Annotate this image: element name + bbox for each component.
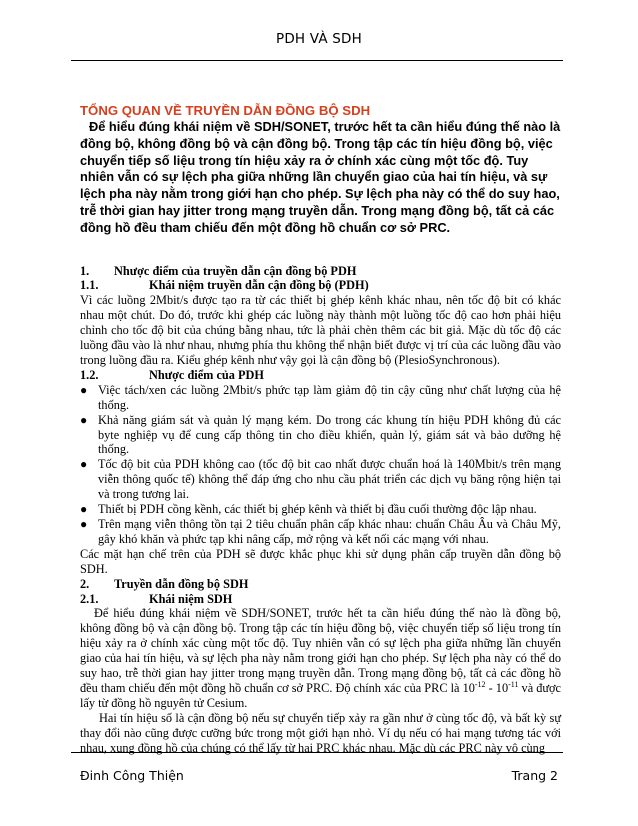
- exponent: -11: [508, 679, 519, 689]
- paragraph-text: - 10: [485, 680, 509, 695]
- bullet-icon: ●: [80, 457, 88, 472]
- bullet-icon: ●: [80, 382, 88, 397]
- paragraph-pdh-concept: Vì các luồng 2Mbit/s được tạo ra từ các thiết bị ghép kênh khác nhau, nên tốc độ bit có khác nhau một chút. Do đó, trước khi ghép các luồng này thành một luồng tốc độ cao hơn phải hiệu chỉnh cho tốc độ bit của chúng bằng nhau, tức là phải chèn thêm các bit giả. Mặc dù tốc độ các luồng đầu vào là như nhau, nhưng phía thu không thể nhận biết được vị trí của các luồng đầu vào trong luồng đầu ra. Kiểu ghép kênh như vậy gọi là cận đồng bộ (PlesioSynchronous).: [80, 293, 561, 368]
- list-item: [80, 413, 561, 458]
- bullet-icon: ●: [80, 502, 88, 517]
- heading-1-1-text: Khái niệm truyền dẫn cận đồng bộ (PDH): [149, 278, 369, 293]
- heading-1-1: [80, 278, 561, 293]
- paragraph-plesiochronous: Hai tín hiệu số là cận đồng bộ nếu sự chuyển tiếp xảy ra gần như ở cùng tốc độ, và bất kỳ sự thay đổi nào cũng được cưỡng bức trong một giới hạn nhỏ. Ví dụ nếu có hai mạng tương tác với nhau, xung đồng hồ của chúng có thể lấy từ hai PRC khác nhau. Mặc dù các PRC này vô cùng: [80, 710, 561, 755]
- spacer: [80, 237, 561, 264]
- paragraph-pdh-conclusion: Các mặt hạn chế trên của PDH sẽ được khắc phục khi sử dụng phân cấp truyền dẫn đồng bộ SDH.: [80, 546, 561, 576]
- footer-author: Đinh Công Thiện: [80, 768, 184, 783]
- heading-1-text: Nhược điểm của truyền dẫn cận đồng bộ PDH: [114, 263, 357, 278]
- list-item: [80, 502, 561, 517]
- section-intro: [80, 119, 561, 237]
- exponent: -12: [474, 679, 486, 689]
- heading-1-2: [80, 368, 561, 383]
- section-intro-text: Để hiểu đúng khái niệm về SDH/SONET, trước hết ta cần hiểu đúng thế nào là đồng bộ, không đồng bộ và cận đồng bộ. Trong tập các tín hiệu đồng bộ, việc chuyển tiếp số liệu trong tín hiệu xảy ra ở chính xác cùng một tốc độ. Tuy nhiên vẫn có sự lệch pha giữa những lần chuyển giao của hai tín hiệu, và sự lệch pha này nằm trong giới hạn cho phép. Sự lệch pha này có thể do suy hao, trễ thời gian hay jitter trong mạng truyền dẫn. Trong mạng đồng bộ, tất cả các đồng hồ đều tham chiếu đến một đồng hồ chuẩn cơ sở PRC.: [80, 119, 561, 235]
- heading-1-2-text: Nhược điểm của PDH: [149, 367, 264, 382]
- paragraph-text: và được lấy từ đồng hồ nguyên tử Cesium.: [80, 680, 562, 710]
- bullet-icon: ●: [80, 516, 88, 531]
- heading-1: [80, 264, 561, 279]
- section-title: TỔNG QUAN VỀ TRUYỀN DẪN ĐỒNG BỘ SDH: [80, 103, 371, 118]
- heading-1-1-number: 1.1.: [80, 278, 99, 293]
- list-item: [80, 383, 561, 413]
- page-header-title: PDH VÀ SDH: [276, 31, 362, 47]
- pdh-drawbacks-list: [80, 383, 561, 547]
- footer-divider: [71, 752, 563, 753]
- paragraph-sdh-concept: [80, 606, 561, 710]
- list-item: [80, 517, 561, 547]
- heading-2-number: 2.: [80, 576, 90, 591]
- footer-page-number: Trang 2: [511, 768, 558, 783]
- heading-2-1: [80, 592, 561, 607]
- list-item-text: Việc tách/xen các luồng 2Mbit/s phức tạp làm giảm độ tin cậy cũng như chất lượng của hệ thống.: [98, 382, 561, 412]
- list-item-text: Thiết bị PDH cồng kềnh, các thiết bị ghép kênh và thiết bị đầu cuối thường độc lập nhau.: [98, 502, 537, 517]
- list-item-text: Khả năng giám sát và quản lý mạng kém. Do trong các khung tín hiệu PDH không đủ các byte nghiệp vụ để cung cấp thông tin cho điều khiển, quản lý, giám sát và bảo dưỡng hệ thống.: [98, 412, 561, 457]
- paragraph-text: Để hiểu đúng khái niệm về SDH/SONET, trước hết ta cần hiểu đúng thế nào là đồng bộ, không đồng bộ và cận đồng bộ. Trong tập các tín hiệu đồng bộ, việc chuyển tiếp số liệu trong tín hiệu xảy ra ở chính xác cùng một tốc độ. Tuy nhiên vẫn có sự lệch pha giữa những lần chuyển giao của hai tín hiệu, và sự lệch pha này nằm trong giới hạn cho phép. Sự lệch pha này có thể do suy hao, trễ thời gian hay jitter trong mạng truyền dẫn. Trong mạng đồng bộ, tất cả các đồng hồ đều tham chiếu đến một đồng hồ chuẩn cơ sở PRC. Độ chính xác của PRC là 10: [80, 606, 561, 695]
- heading-1-number: 1.: [80, 263, 90, 278]
- page-content: [80, 103, 561, 755]
- list-item-text: Trên mạng viễn thông tồn tại 2 tiêu chuẩn phân cấp khác nhau: chuẩn Châu Âu và Châu Mỹ, gây khó khăn và phức tạp khi nâng cấp, mở rộng và kết nối các mạng với nhau.: [98, 516, 561, 546]
- heading-2-text: Truyền dẫn đồng bộ SDH: [114, 576, 249, 591]
- list-item: [80, 457, 561, 502]
- list-item-text: Tốc độ bit của PDH không cao (tốc độ bit cao nhất được chuẩn hoá là 140Mbit/s trên mạng viễn thông quốc tế) không thể đáp ứng cho nhu cầu phát triển các dịch vụ băng rộng hiện tại và trong tương lai.: [98, 457, 561, 502]
- heading-2-1-text: Khái niệm SDH: [149, 591, 233, 606]
- bullet-icon: ●: [80, 412, 88, 427]
- heading-2: [80, 577, 561, 592]
- heading-1-2-number: 1.2.: [80, 367, 99, 382]
- heading-2-1-number: 2.1.: [80, 591, 99, 606]
- header-divider: [71, 60, 563, 61]
